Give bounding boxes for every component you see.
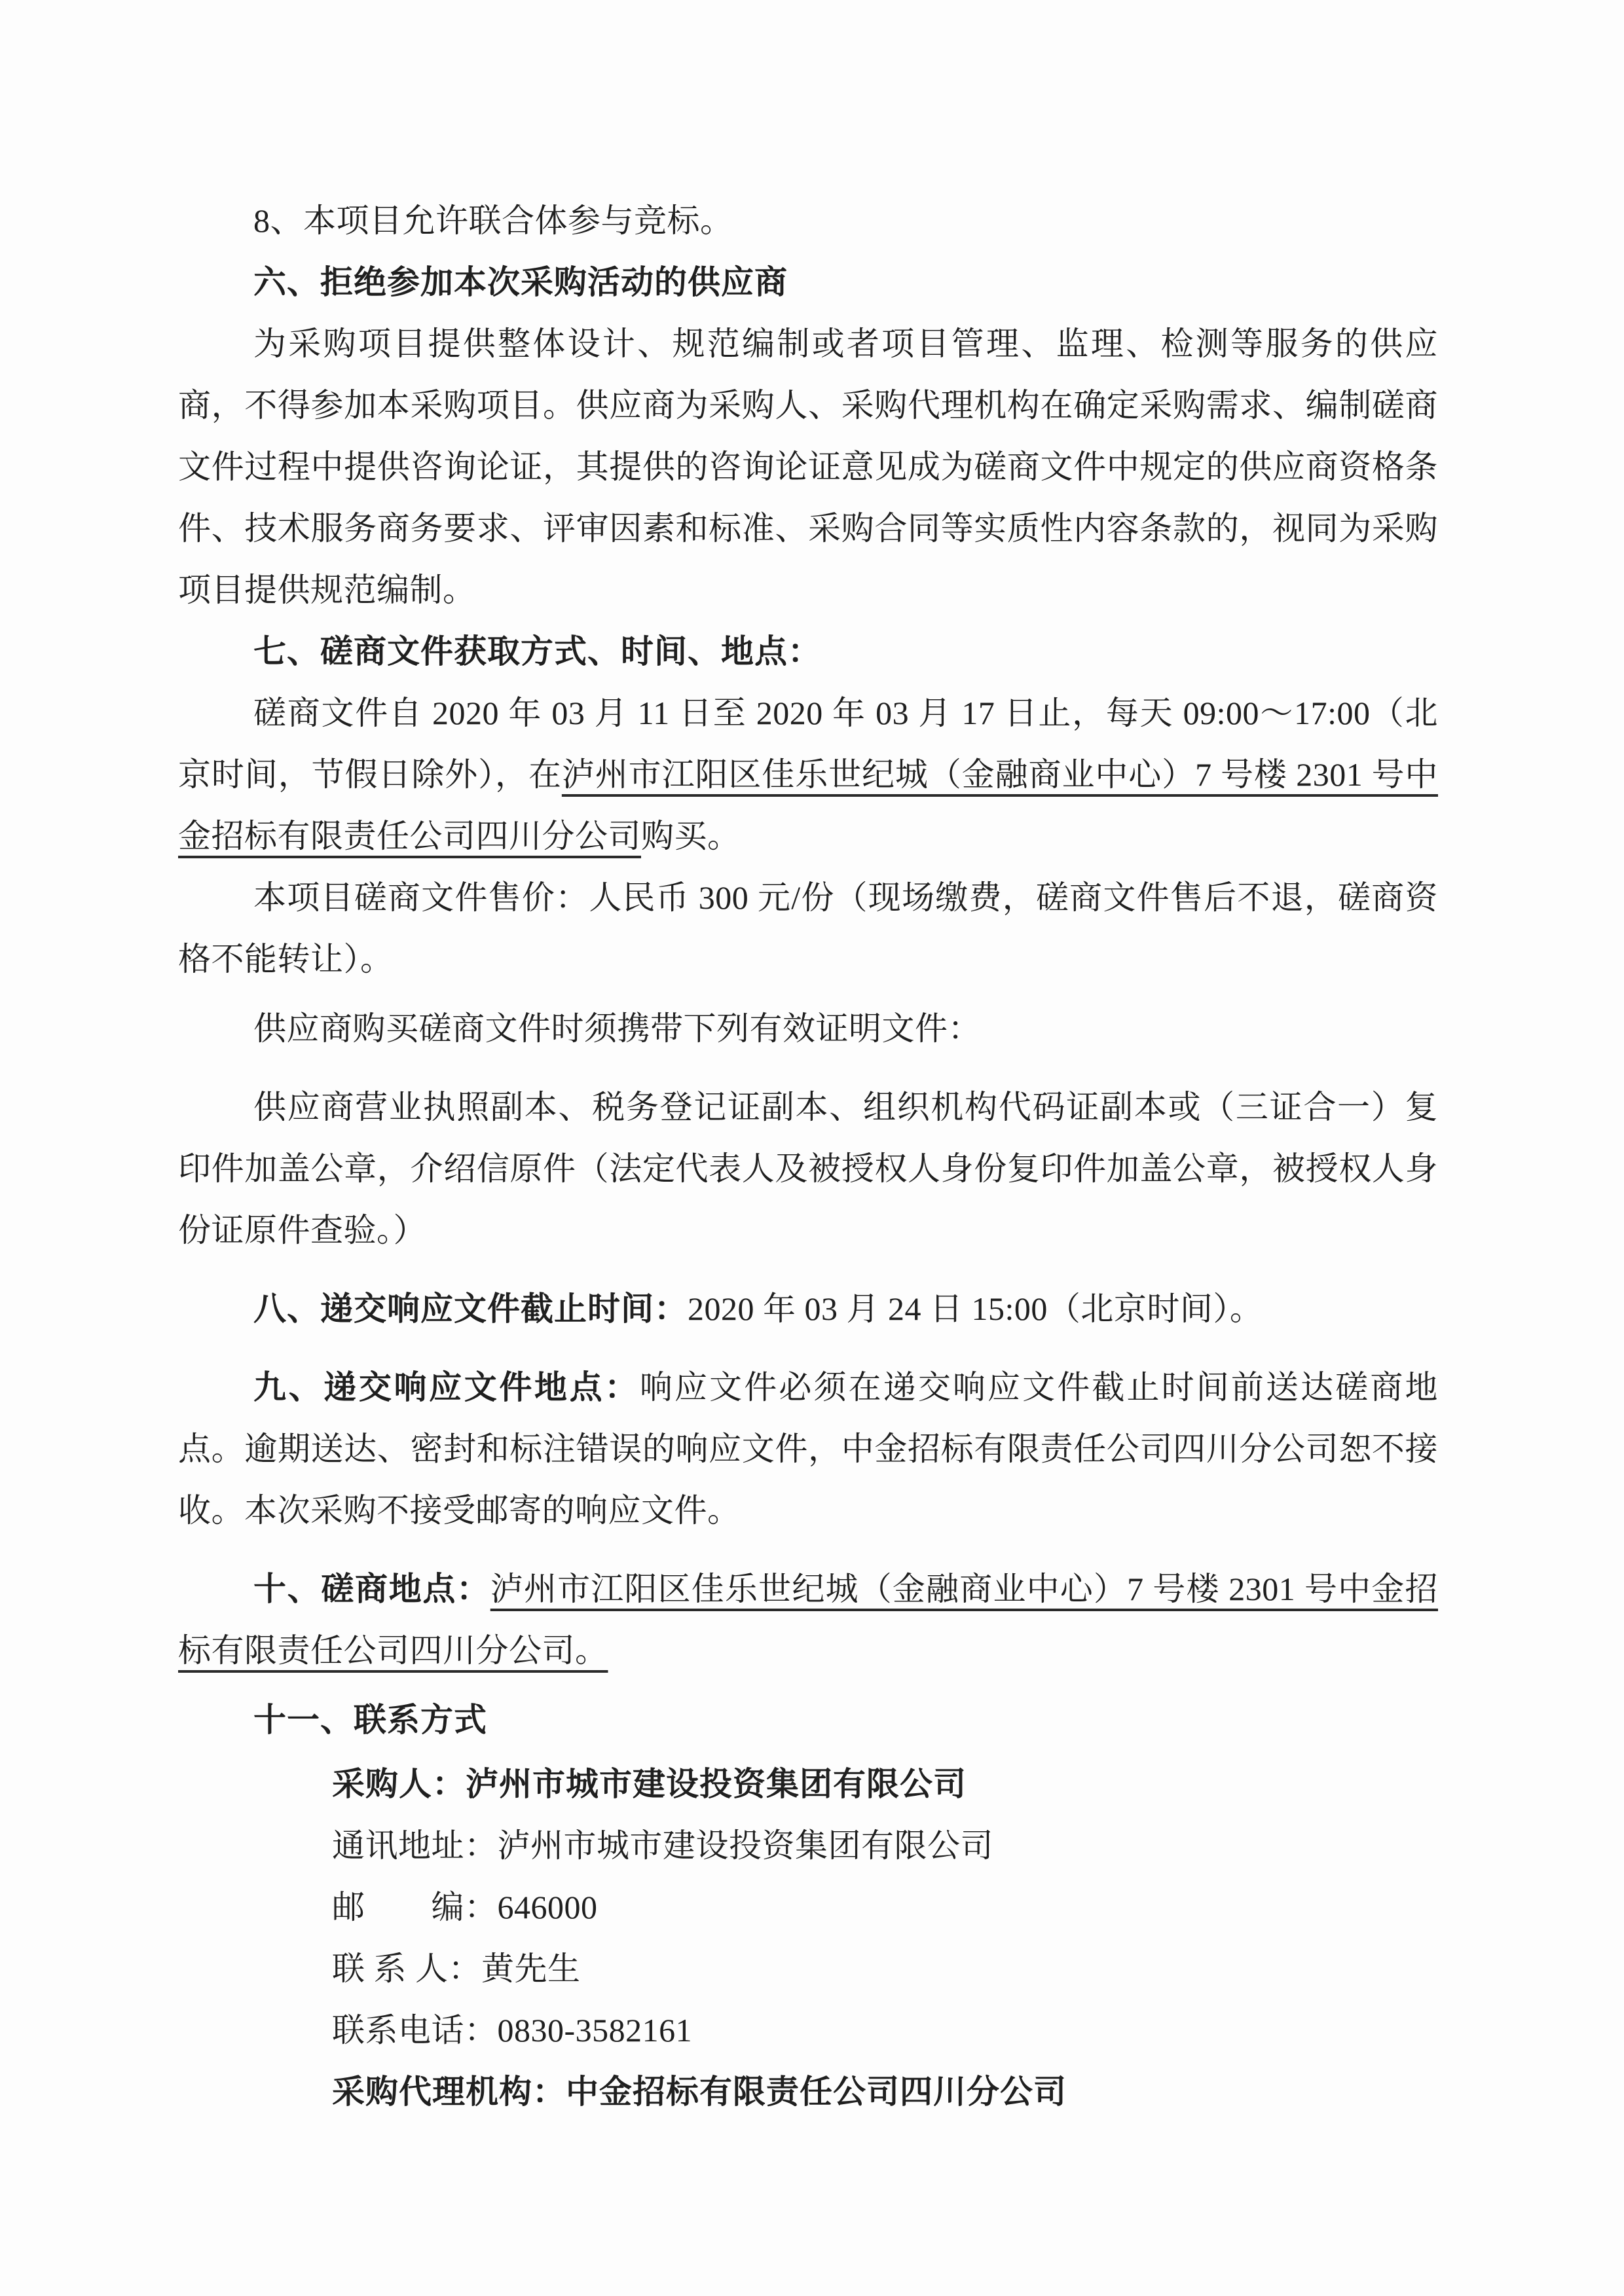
contact-purchaser-text: 采购人：泸州市城市建设投资集团有限公司: [332, 1766, 967, 1802]
acquisition-tail-text: 购买。: [641, 818, 741, 854]
section-11-heading: [178, 1689, 1438, 1751]
price-text: 本项目磋商文件售价：人民币 300 元/份（现场缴费，磋商文件售后不退，磋商资格不能转让）。: [178, 879, 1438, 977]
contact-agency-text: 采购代理机构：中金招标有限责任公司四川分公司: [332, 2073, 1067, 2110]
section-8-text: 2020 年 03 月 24 日 15:00（北京时间）。: [688, 1290, 1263, 1327]
contact-agency-line: [332, 2061, 1438, 2123]
contact-mail-address-text: 通讯地址：泸州市城市建设投资集团有限公司: [332, 1827, 993, 1864]
contact-postcode-line: [332, 1876, 1438, 1938]
documents-intro-text: 供应商购买磋商文件时须携带下列有效证明文件：: [253, 1010, 981, 1047]
section-9-label: 九、递交响应文件地点：: [253, 1369, 640, 1406]
section-6-heading: [178, 251, 1438, 313]
section-9-text: 响应文件必须在递交响应文件截止时间前送达磋商地点。逾期送达、密封和标注错误的响应文件，中金招标有限责任公司四川分公司恕不接收。本次采购不接受邮寄的响应文件。: [178, 1369, 1439, 1529]
acquisition-text: 磋商文件自 2020 年 03 月 11 日至 2020 年 03 月 17 日止，每天 09:00～17:00（北京时间，节假日除外），在: [178, 695, 1438, 793]
section-7-documents-para: [178, 1076, 1438, 1261]
contact-purchaser-line: [332, 1753, 1438, 1815]
section-7-documents-intro: [178, 998, 1438, 1059]
contact-person-text: 联 系 人：黄先生: [332, 1950, 581, 1987]
section-8-line: [178, 1278, 1438, 1339]
section-10-label: 十、磋商地点：: [253, 1571, 490, 1607]
section-7-heading-text: 七、磋商文件获取方式、时间、地点：: [253, 633, 821, 670]
contact-mail-address-line: [332, 1815, 1438, 1876]
contact-person-line: [332, 1938, 1438, 1999]
section-6-heading-text: 六、拒绝参加本次采购活动的供应商: [253, 264, 788, 301]
contact-block: [332, 1753, 1438, 2123]
clause-8-line: [178, 190, 1438, 251]
contact-phone-line: [332, 1999, 1438, 2061]
section-10-address-underlined: 泸州市江阳区佳乐世纪城（金融商业中心）7 号楼 2301 号中金招标有限责任公司四川分公司。: [178, 1571, 1439, 1669]
section-8-label: 八、递交响应文件截止时间：: [253, 1290, 688, 1327]
documents-para-text: 供应商营业执照副本、税务登记证副本、组织机构代码证副本或（三证合一）复印件加盖公章，介绍信原件（法定代表人及被授权人身份复印件加盖公章，被授权人身份证原件查验。）: [178, 1089, 1438, 1248]
section-7-heading: [178, 621, 1438, 682]
document-body: [178, 190, 1438, 2123]
section-7-price-para: [178, 867, 1438, 990]
section-7-acquisition-para: [178, 682, 1438, 867]
contact-postcode-text: 邮 编：646000: [332, 1889, 598, 1925]
contact-phone-text: 联系电话：0830-3582161: [332, 2012, 693, 2049]
section-11-heading-text: 十一、联系方式: [253, 1702, 487, 1738]
clause-8-text: 8、本项目允许联合体参与竞标。: [253, 202, 733, 239]
section-6-body-text: 为采购项目提供整体设计、规范编制或者项目管理、监理、检测等服务的供应商，不得参加本采购项目。供应商为采购人、采购代理机构在确定采购需求、编制磋商文件过程中提供咨询论证，其提供的咨询论证意见成为磋商文件中规定的供应商资格条件、技术服务商务要求、评审因素和标准、采购合同等实质性内容条款的，视同为采购项目提供规范编制。: [178, 325, 1438, 608]
section-9-para: [178, 1357, 1438, 1541]
acquisition-address-underlined: 泸州市江阳区佳乐世纪城（金融商业中心）7 号楼 2301 号中金招标有限责任公司四川分公司: [178, 756, 1439, 854]
section-10-para: [178, 1558, 1438, 1681]
section-6-body: [178, 313, 1438, 621]
